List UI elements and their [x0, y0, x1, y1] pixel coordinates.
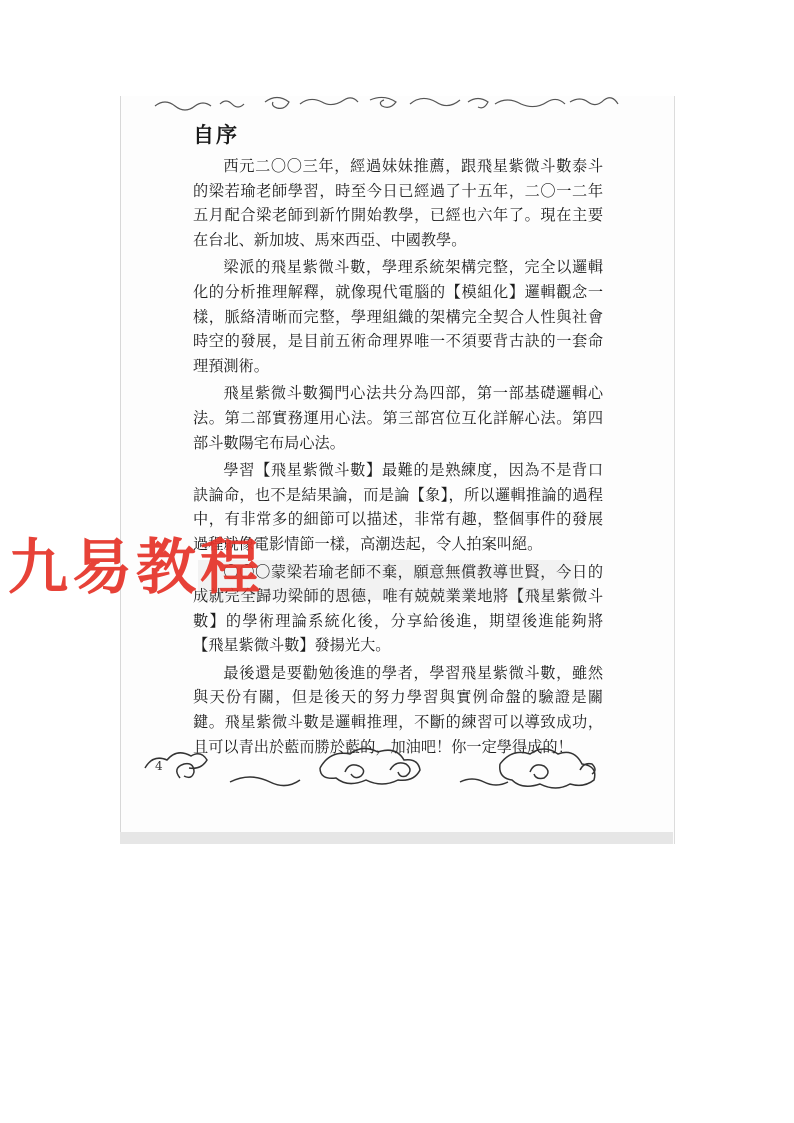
- paragraph: 飛星紫微斗數獨門心法共分為四部，第一部基礎邏輯心法。第二部實務運用心法。第三部宮位互化詳解心法。第四部斗數陽宅布局心法。: [193, 384, 603, 452]
- page-number: 4: [155, 759, 163, 773]
- page-shadow: [120, 832, 673, 844]
- preface-body: [193, 154, 603, 762]
- paragraph: 最後還是要勸勉後進的學者，學習飛星紫微斗數，雖然與天份有關，但是後天的努力學習與實例命盤的驗證是關鍵。飛星紫微斗數是邏輯推理，不斷的練習可以導致成功，且可以青出於藍而勝於藍的，加油吧！你一定學得成的！: [193, 663, 603, 756]
- watermark-text: 九易教程: [8, 533, 264, 603]
- cloud-border-top: [150, 92, 630, 116]
- paragraph: 梁派的飛星紫微斗數，學理系統架構完整，完全以邏輯化的分析推理解釋，就像現代電腦的【模組化】邏輯觀念一樣，脈絡清晰而完整，學理組織的架構完全契合人性與社會時空的發展，是目前五術命理界唯一不須要背古訣的一套命理預測術。: [193, 258, 603, 375]
- paragraph: 〇〇〇蒙梁若瑜老師不棄，願意無償教導世賢，今日的成就完全歸功梁師的恩德，唯有兢兢業業地將【飛星紫微斗數】的學術理論系統化後，分享給後進，期望後進能夠將【飛星紫微斗數】發揚光大。: [193, 562, 603, 655]
- page-title: 自序: [193, 122, 239, 147]
- paragraph: 學習【飛星紫微斗數】最難的是熟練度，因為不是背口訣論命，也不是結果論，而是論【象】，所以邏輯推論的過程中，有非常多的細節可以描述，非常有趣，整個事件的發展過程就像電影情節一樣，高潮迭起，令人拍案叫絕。: [193, 461, 603, 553]
- paragraph: 西元二〇〇三年，經過妹妹推薦，跟飛星紫微斗數泰斗的梁若瑜老師學習，時至今日已經過了十五年，二〇一二年五月配合梁老師到新竹開始教學，已經也六年了。現在主要在台北、新加坡、馬來西亞、中國教學。: [193, 157, 603, 249]
- cloud-border-bottom: [140, 738, 620, 802]
